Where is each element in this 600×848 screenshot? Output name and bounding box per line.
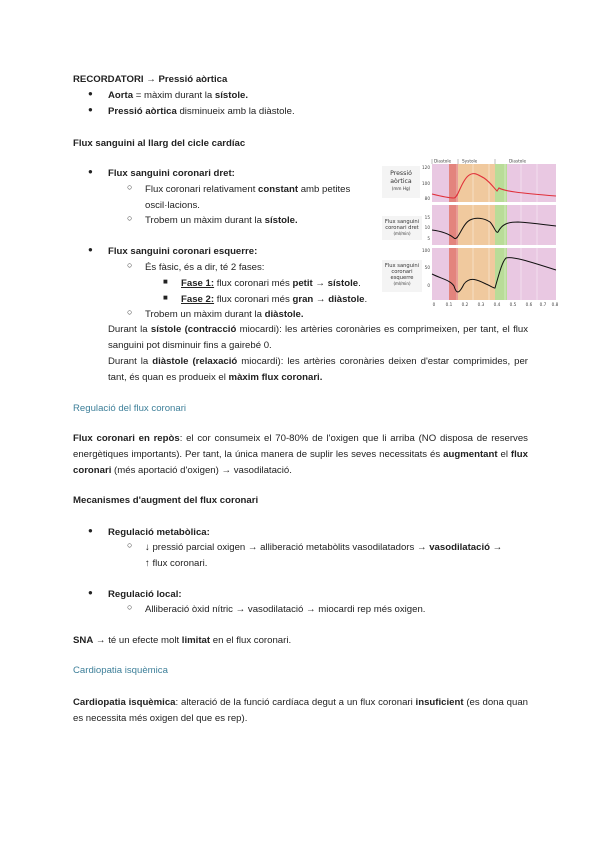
regulacio-metabolica-label: Regulació metabòlica: [108, 527, 210, 538]
y-tick: 5 [427, 236, 430, 241]
square-bullet-icon: ■ [163, 277, 168, 286]
flux-dret-label: Flux sanguini coronari dret: [108, 168, 235, 179]
fase-1: Fase 1: flux coronari més petit → sístole. [181, 278, 361, 289]
row-label-right-1: Flux sanguini [384, 219, 420, 225]
x-tick: 0.1 [445, 302, 453, 307]
y-tick: 80 [424, 196, 430, 201]
row-label-aorta-3: (mm Hg) [391, 186, 411, 191]
x-tick: 0.6 [525, 302, 533, 307]
phase-label-diastole-1: Diastole [434, 158, 452, 164]
y-tick: 100 [422, 181, 430, 186]
y-tick: 100 [422, 248, 430, 253]
y-tick: 0 [427, 283, 430, 288]
y-tick: 10 [424, 225, 430, 230]
x-tick: 0 [432, 302, 436, 307]
row-label-aorta-1: Pressió [390, 170, 412, 177]
isovolumetric-band [449, 158, 458, 300]
circle-bullet-icon: ○ [127, 260, 133, 270]
coronary-flow-figure [378, 158, 560, 310]
sna-line: SNA → té un efecte molt limitat en el flux coronari. [73, 635, 292, 646]
regulacio-metabolica-item-cont: ↑ flux coronari. [145, 558, 208, 569]
cardiopatia-paragraph: Cardiopatia isquèmica: alteració de la funció cardíaca degut a un flux coronari insuficient (es dona quan es necessita més oxigen del que es rep). [73, 697, 528, 724]
circle-bullet-icon: ○ [127, 602, 133, 612]
row-label-left-4: (ml/min) [393, 281, 411, 286]
bullet-icon: ● [88, 167, 93, 176]
phase-label-diastole-2: Diastole [509, 158, 527, 164]
x-tick: 0.2 [461, 302, 469, 307]
row-label-aorta-2: aòrtica [390, 178, 412, 185]
flux-esq-label: Flux sanguini coronari esquerre: [108, 246, 258, 257]
flux-esq-item-1: És fàsic, és a dir, té 2 fases: [145, 262, 265, 273]
flux-dret-item-2: Trobem un màxim durant la sístole. [145, 215, 298, 226]
y-tick: 50 [424, 265, 430, 270]
row-label-left-1: Flux sanguini [384, 263, 420, 269]
circle-bullet-icon: ○ [127, 307, 133, 317]
ejection-band [458, 158, 495, 300]
regulacio-paragraph: Flux coronari en repòs: el cor consumeix el 70-80% de l'oxigen que li arriba (NO disposa de reserves energètiques importants). Per tant, la única manera de suplir les seves necessitats és augmentant el flux coronari (més aportació d'oxigen) → vasodilatació. [73, 433, 528, 476]
phase-label-systole: Systole [462, 158, 478, 164]
x-tick: 0.5 [509, 302, 517, 307]
square-bullet-icon: ■ [163, 293, 168, 302]
recordatori-item-aorta: Aorta = màxim durant la sístole. [108, 90, 248, 101]
y-tick: 120 [422, 165, 430, 170]
panel-separator [432, 202, 556, 205]
x-tick: 0.4 [493, 302, 501, 307]
x-tick: 0.7 [539, 302, 547, 307]
x-tick: 0.3 [477, 302, 485, 307]
flux-heading: Flux sanguini al llarg del cicle cardíac [73, 138, 246, 149]
circle-bullet-icon: ○ [127, 182, 133, 192]
mecanismes-heading: Mecanismes d'augment del flux coronari [73, 495, 259, 506]
coronary-flow-figure-svg [378, 158, 560, 310]
row-label-right-3: (ml/min) [393, 231, 411, 236]
regulacio-local-item: Alliberació òxid nítric → vasodilatació → miocardi rep més oxigen. [145, 604, 426, 615]
fase-2: Fase 2: flux coronari més gran → diàstole. [181, 294, 368, 305]
flux-esq-item-2: Trobem un màxim durant la diàstole. [145, 309, 304, 320]
regulacio-heading: Regulació del flux coronari [73, 403, 187, 414]
row-label-left-3: esquerre [390, 275, 414, 281]
flux-dret-item-1-cont: oscil·lacions. [145, 200, 200, 211]
row-label-left-2: coronari [391, 269, 413, 275]
y-tick: 15 [424, 215, 430, 220]
row-label-right-2: coronari dret [385, 225, 419, 231]
circle-bullet-icon: ○ [127, 213, 133, 223]
circle-bullet-icon: ○ [127, 540, 133, 550]
bullet-icon: ● [88, 588, 93, 597]
paragraph-diastole: Durant la diàstole (relaxació miocardi): les artèries coronàries deixen d'estar comprimides, per tant, és quan es produeix el màxim flux coronari. [108, 356, 528, 383]
regulacio-local-label: Regulació local: [108, 589, 182, 600]
recordatori-item-pressio: Pressió aòrtica disminueix amb la diàstole. [108, 106, 295, 117]
paragraph-sistole: Durant la sístole (contracció miocardi): les artèries coronàries es comprimeixen, per tant, el flux sanguini pot disminuir fins a gairebé 0. [108, 324, 528, 351]
bullet-icon: ● [88, 105, 93, 114]
panel-separator [432, 245, 556, 248]
bullet-icon: ● [88, 245, 93, 254]
cardiopatia-heading: Cardiopatia isquèmica [73, 665, 168, 676]
bullet-icon: ● [88, 89, 93, 98]
bullet-icon: ● [88, 526, 93, 535]
recordatori-title: RECORDATORI → Pressió aòrtica [73, 74, 228, 85]
regulacio-metabolica-item: ↓ pressió parcial oxigen → alliberació metabòlits vasodilatadors → vasodilatació → [145, 542, 503, 553]
flux-dret-item-1: Flux coronari relativament constant amb petites [145, 184, 351, 195]
x-tick: 0.8 [551, 302, 559, 307]
